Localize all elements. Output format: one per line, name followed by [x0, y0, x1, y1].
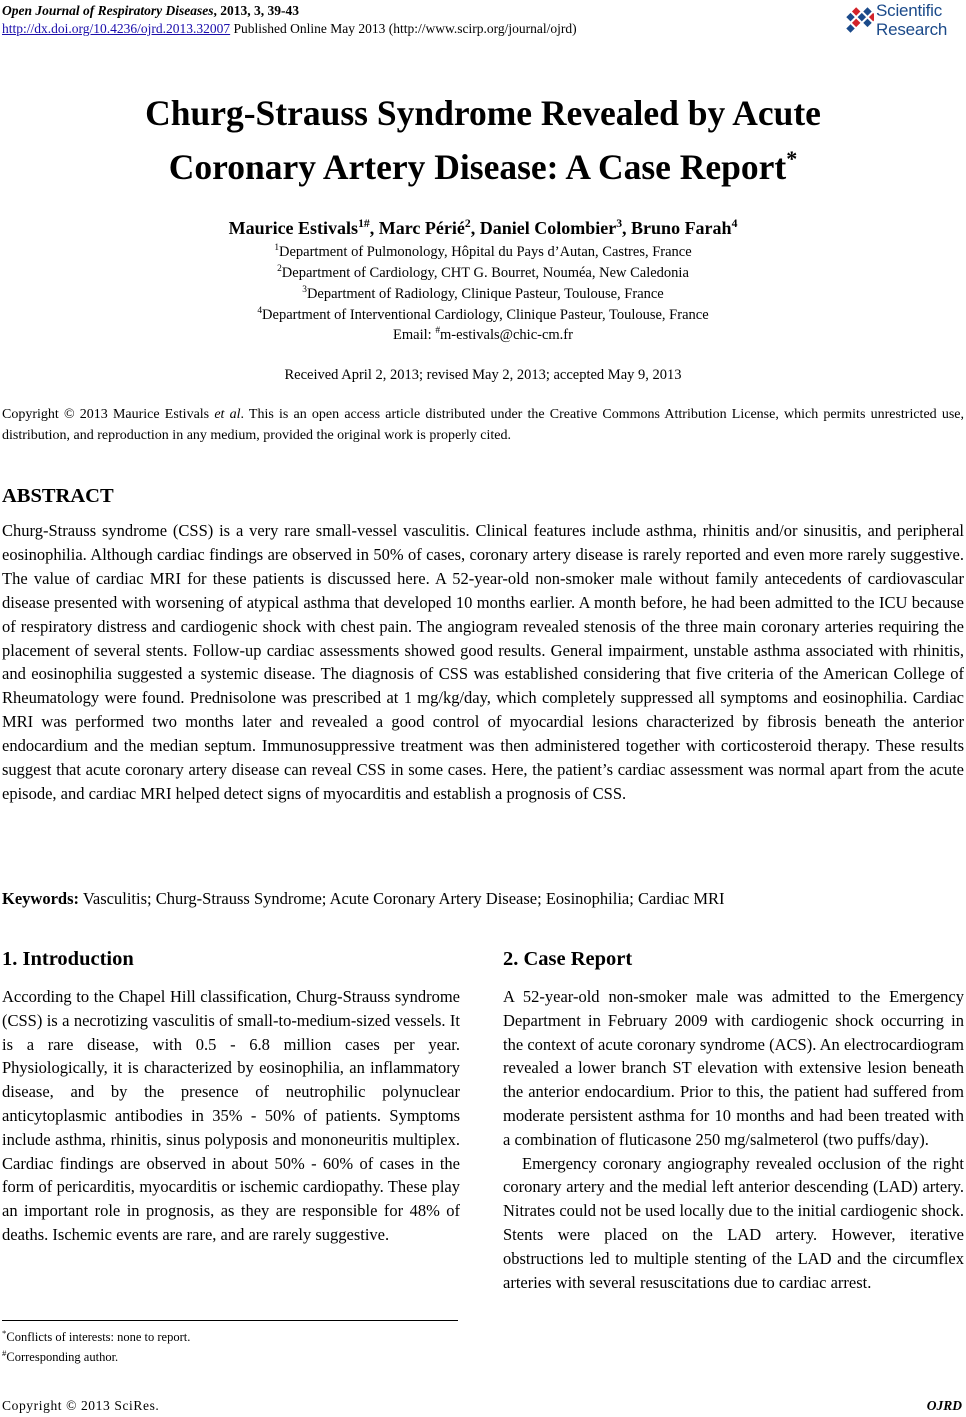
author-affiliation-mark: 1# — [358, 217, 370, 230]
paragraph: Emergency coronary angiography revealed occlusion of the right coronary artery and the medial left anterior descending (LAD) artery. Nitrates could not be used locally due to the initial cardiogenic shock. Stents were placed on the LAD artery. However, iterative obstructions led to multiple stenting of the LAD and the circumflex arteries with several resuscitations due to cardiac arrest. — [503, 1153, 964, 1292]
email-address[interactable]: m-estivals@chic-cm.fr — [440, 326, 573, 343]
footnote: #Corresponding author. — [2, 1348, 119, 1365]
title-line-2 — [40, 136, 926, 190]
article-title — [40, 90, 926, 190]
title-footnote-mark: * — [786, 146, 798, 171]
author-affiliation-mark: 2 — [464, 217, 471, 230]
publisher-logo-text — [876, 1, 947, 39]
keywords-label: Keywords: — [2, 889, 79, 908]
contact-email: Email: #m-estivals@chic-cm.fr — [393, 326, 573, 343]
keywords — [2, 887, 964, 911]
author-affiliation-mark: 3 — [616, 217, 623, 230]
affiliation: $^4$Department of Interventional Cardiology, Clinique Pasteur, Toulouse, France — [257, 306, 709, 323]
author: Marc Périé — [378, 218, 465, 238]
published-note: Published Online May 2013 (http://www.scirp.org/journal/ojrd) — [230, 21, 577, 36]
affiliation: $^1$Department of Pulmonology, Hôpital du Pays d’Autan, Castres, France — [274, 243, 692, 260]
journal-issue: , 2013, 3, 39-43 — [213, 3, 300, 18]
case-report-body — [503, 985, 964, 1294]
logo-line-1: Scientific — [876, 1, 943, 20]
introduction-body — [2, 985, 460, 1247]
author-affiliation-mark: 4 — [731, 217, 738, 230]
introduction-heading: 1. Introduction — [2, 948, 134, 970]
title-line-1: Churg-Strauss Syndrome Revealed by Acute — [145, 93, 821, 133]
footer-journal-abbrev: OJRD — [926, 1398, 962, 1413]
author-list: Maurice Estivals$^{1\#}$, Marc Périé$^2$, Daniel Colombier$^3$, Bruno Farah$^4$ — [228, 217, 738, 238]
affiliation: $^3$Department of Radiology, Clinique Pasteur, Toulouse, France — [302, 285, 664, 302]
journal-citation — [2, 2, 299, 19]
author: Maurice Estivals — [228, 218, 359, 238]
footnote-divider — [2, 1320, 458, 1321]
paragraph: According to the Chapel Hill classification, Churg-Strauss syndrome (CSS) is a necrotizing vasculitis of small-to-medium-sized vessels. It is a rare disease, with 0.5 - 6.8 million cases per year. Physiologically, it is characterized by eosinophilia, an inflammatory disease, and by the presence of neutrophilic polynuclear anticytoplasmic antibodies in 35% - 50% of patients. Symptoms include asthma, rhinitis, sinus polyposis and mononeuritis multiplex. Cardiac findings are observed in about 50% - 60% of cases in the form of pericarditis, myocarditis or ischemic cardiopathy. These play an important role in prognosis, as they are responsible for 48% of deaths. Ischemic events are rare, and are rarely suggestive. — [2, 987, 460, 1244]
doi-link[interactable]: http://dx.doi.org/10.4236/ojrd.2013.32007 — [2, 21, 231, 36]
author: Daniel Colombier — [479, 218, 617, 238]
doi-line — [2, 20, 577, 37]
abstract-heading: ABSTRACT — [2, 485, 114, 507]
article-dates: Received April 2, 2013; revised May 2, 2013; accepted May 9, 2013 — [284, 367, 682, 383]
publisher-logo — [844, 0, 966, 42]
copyright-notice: Copyright © 2013 Maurice Estivals et al. This is an open access article distributed under the Creative Commons Attribution License, which permits unrestricted use, distribution, and reproduction in any medium, provided the original work is properly cited. — [2, 407, 965, 443]
author: Bruno Farah — [631, 218, 732, 238]
publisher-logo-icon — [844, 0, 874, 40]
case-report-heading: 2. Case Report — [503, 948, 633, 970]
title-line-2-text: Coronary Artery Disease: A Case Report — [168, 146, 787, 187]
logo-line-2: Research — [876, 20, 948, 39]
abstract-body: Churg-Strauss syndrome (CSS) is a very rare small-vessel vasculitis. Clinical features include asthma, rhinitis and/or sinusitis, and peripheral eosinophilia. Although cardiac findings are observed in 50% of cases, coronary artery disease is rarely reported and even more rarely suggestive. The value of cardiac MRI for these patients is discussed here. A 52-year-old non-smoker male without family antecedents of cardiovascular disease presented with worsening of atypical asthma that developed 10 months earlier. A month before, he had been admitted to the ICU because of respiratory distress and cardiogenic shock with chest pain. The angiogram revealed stenosis of the three main coronary arteries requiring the placement of several stents. Follow-up cardiac assessments showed good results. General impairment, unstable asthma associated with rhinitis, and eosinophilia suggested a systemic disease. The diagnosis of CSS was established considering that five criteria of the American College of Rheumatology were found. Prednisolone was prescribed at 1 mg/kg/day, which completely suppressed all symptoms and eosinophilia. Cardiac MRI was performed two months later and revealed a good control of myocardial lesions characterized by fibrosis beneath the anterior endocardium and the median septum. Immunosuppressive treatment was then administered together with corticosteroid therapy. These results suggest that acute coronary artery disease can reveal CSS in some cases. Here, the patient’s cardiac assessment was normal apart from the acute episode, and cardiac MRI helped detect signs of myocarditis and establish a prognosis of CSS. — [2, 521, 964, 803]
keywords-list: Vasculitis; Churg-Strauss Syndrome; Acute Coronary Artery Disease; Eosinophilia; Cardiac MRI — [79, 889, 725, 908]
footnote: *Conflicts of interests: none to report. — [2, 1328, 191, 1345]
affiliation: $^2$Department of Cardiology, CHT G. Bourret, Nouméa, New Caledonia — [277, 264, 689, 281]
journal-name: Open Journal of Respiratory Diseases — [2, 3, 214, 18]
footer-copyright: Copyright © 2013 SciRes. — [2, 1398, 160, 1413]
paragraph: A 52-year-old non-smoker male was admitted to the Emergency Department in February 2009 with cardiogenic shock occurring in the context of acute coronary syndrome (ACS). An electrocardiogram revealed a lower branch ST elevation with extensive lesion beneath the anterior endocardium. Prior to this, the patient had suffered from moderate persistent asthma for 10 months and had been treated with a combination of fluticasone 250 mg/salmeterol (two puffs/day). — [503, 987, 964, 1149]
